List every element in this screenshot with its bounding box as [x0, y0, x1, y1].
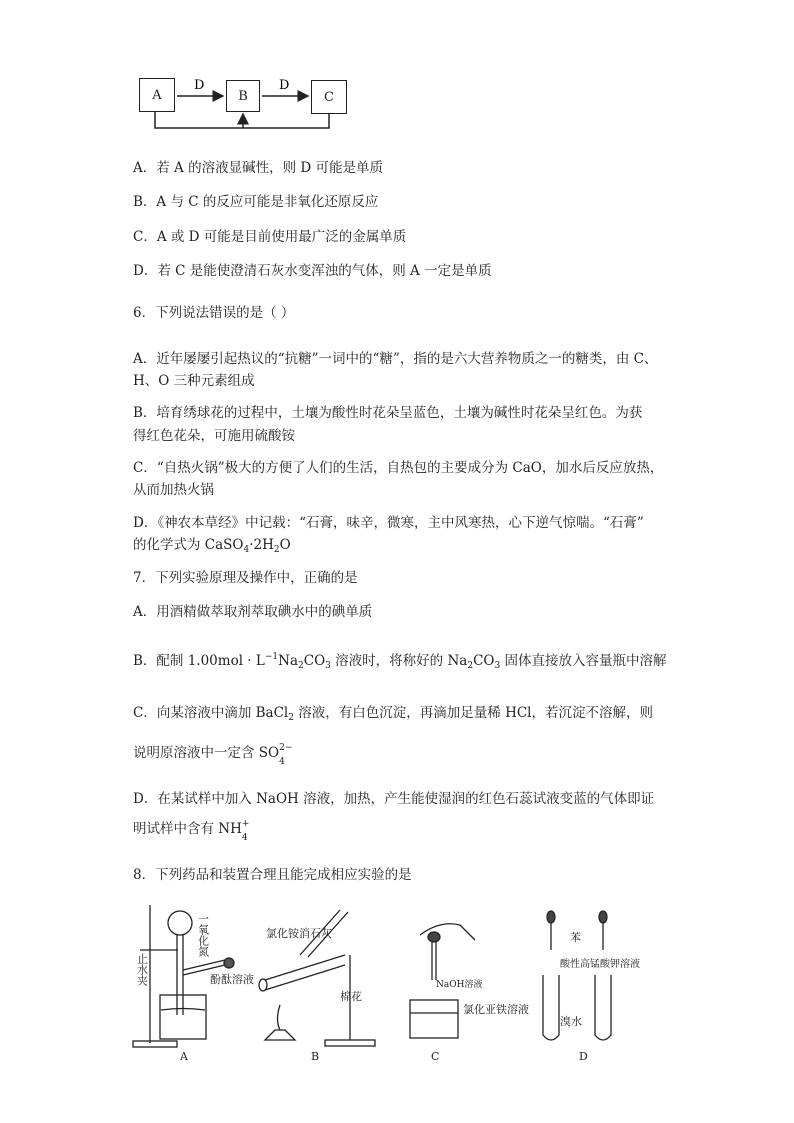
box-c: C	[311, 80, 347, 114]
q6-stem: 6．下列说法错误的是（ ）	[133, 305, 295, 321]
arrow-label-1: D	[194, 78, 205, 93]
q6-option-c-line1: C．“自热火锅”极大的方便了人们的生活，自热包的主要成分为 CaO，加水后反应放热，	[133, 460, 664, 476]
q6-option-d-line1: D．《神农本草经》中记载：“石膏，味辛，微寒，主中风寒热，心下逆气惊喘。“石膏”	[133, 515, 644, 531]
box-b: B	[226, 80, 260, 112]
figure-c-label-naoh: NaOH溶液	[436, 980, 483, 990]
q5-option-a: A．若 A 的溶液显碱性，则 D 可能是单质	[133, 160, 383, 176]
q6-option-a-line1: A．近年屡屡引起热议的“抗糖”一词中的“糖”，指的是六大营养物质之一的糖类，由 C、	[133, 351, 658, 367]
q6-option-b-line2: 得红色花朵，可施用硫酸铵	[133, 428, 295, 444]
q7-option-d-line1: D．在某试样中加入 NaOH 溶液，加热，产生能使湿润的红色石蕊试液变蓝的气体即证	[133, 791, 655, 807]
figure-a-label-no: 一氧化氮	[196, 913, 210, 957]
figure-d-label-kmno4: 酸性高锰酸钾溶液	[560, 959, 640, 970]
arrow-label-2: D	[279, 78, 290, 93]
q6-option-b-line1: B．培育绣球花的过程中，土壤为酸性时花朵呈蓝色，土壤为碱性时花朵呈红色。为获	[133, 405, 643, 421]
q7-option-c-line1: C．向某溶液中滴加 BaCl$_2$ 溶液，有白色沉淀，再滴加足量稀 HCl，若沉淀不溶解，则	[133, 705, 653, 723]
q6-option-d-line2: 的化学式为 $CaSO_4\cdot 2H_2O$	[133, 537, 291, 555]
figure-d-caption: D	[579, 1050, 588, 1063]
figure-a-label-phenol: 酚酞溶液	[210, 973, 254, 986]
figure-b-caption: B	[311, 1050, 320, 1063]
q7-option-a: A．用酒精做萃取剂萃取碘水中的碘单质	[133, 604, 373, 620]
q8-stem: 8．下列药品和装置合理且能完成相应实验的是	[133, 867, 412, 883]
q8-figures	[0, 895, 794, 1075]
figure-a-label-clip: 止水夹	[135, 953, 149, 986]
flow-arrows	[0, 0, 794, 140]
q6-option-a-line2: H、O 三种元素组成	[133, 373, 255, 389]
q5-option-d: D．若 C 是能使澄清石灰水变浑浊的气体，则 A 一定是单质	[133, 263, 492, 279]
q6-option-c-line2: 从而加热火锅	[133, 482, 214, 498]
figure-b-label-cotton: 棉花	[340, 990, 362, 1003]
q5-option-b: B．A 与 C 的反应可能是非氧化还原反应	[133, 194, 379, 210]
box-a: A	[139, 78, 175, 112]
q7-stem: 7．下列实验原理及操作中，正确的是	[133, 570, 358, 586]
figure-b-label-reagent: 氯化铵消石灰	[266, 927, 332, 940]
q5-option-c: C．A 或 D 可能是目前使用最广泛的金属单质	[133, 229, 407, 245]
figure-c-caption: C	[431, 1050, 440, 1063]
q7-option-c-line2: 说明原溶液中一定含 SO 2− 4	[133, 742, 293, 767]
q7-option-b: B．配制 $1.00mol \cdot L^{-1}Na_2CO_3$ 溶液时，将称好的 $Na_2CO_3$ 固体直接放入容量瓶中溶解	[133, 652, 667, 671]
figure-d-label-benzene: 苯	[570, 931, 581, 944]
q7-option-d-line2: 明试样中含有 NH + 4	[133, 818, 250, 843]
figure-a-caption: A	[180, 1050, 188, 1063]
figure-c-label-fe: 氯化亚铁溶液	[463, 1003, 529, 1016]
figure-d-label-br: 溴水	[560, 1015, 582, 1028]
feedback-path	[155, 112, 329, 128]
